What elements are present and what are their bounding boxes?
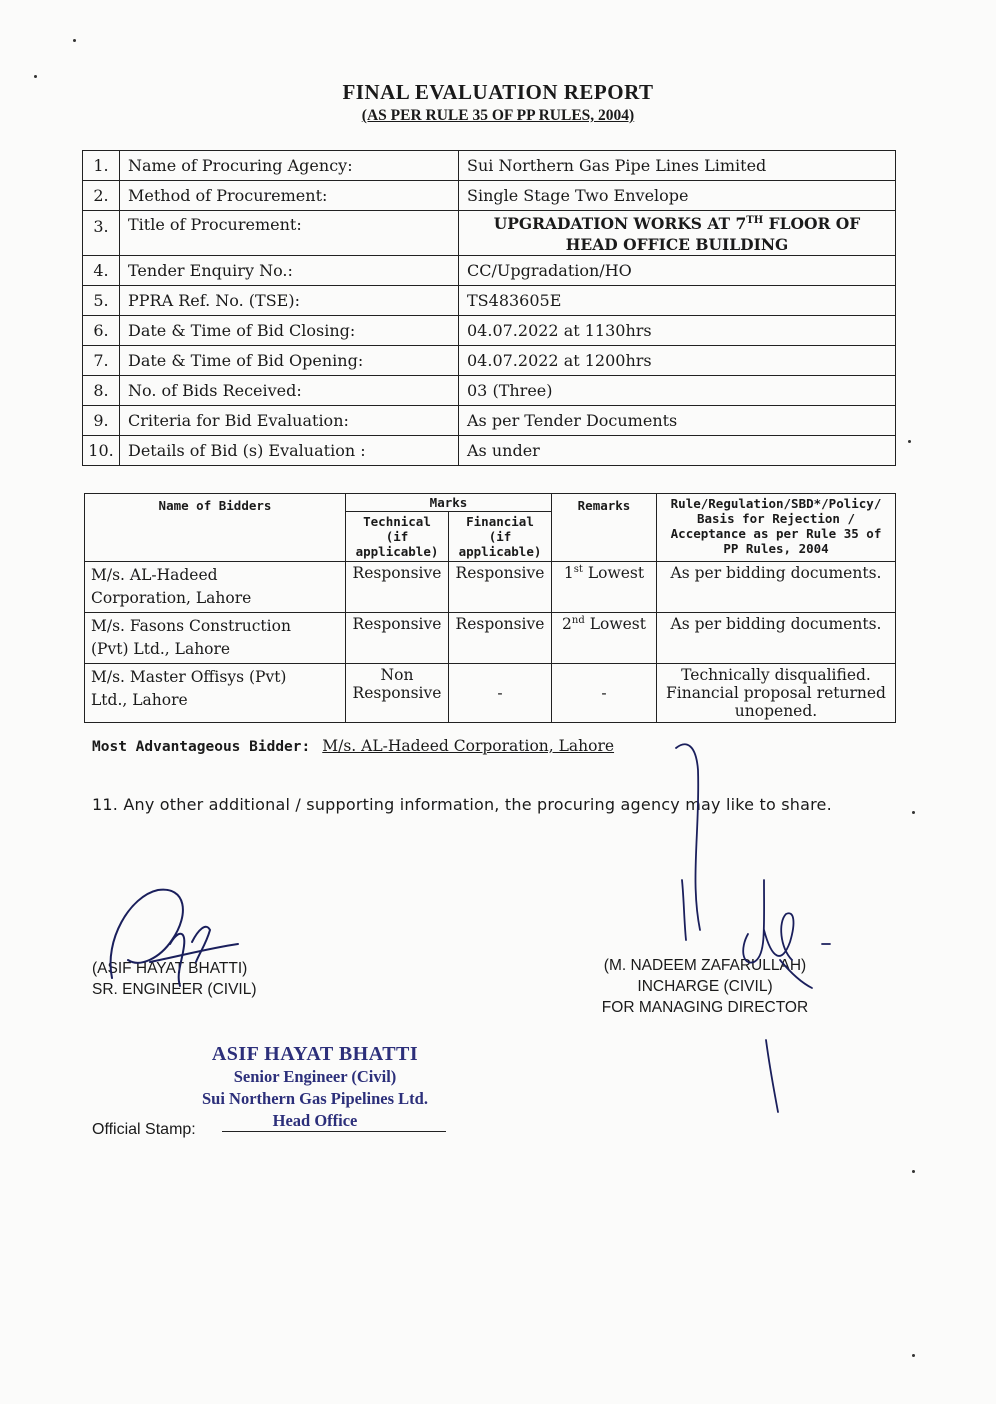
technical-status: Non Responsive xyxy=(346,664,449,723)
row-number: 9. xyxy=(83,406,120,436)
row-value: CC/Upgradation/HO xyxy=(459,256,896,286)
table-row xyxy=(85,664,896,723)
scan-speck xyxy=(73,39,76,42)
row-value: Single Stage Two Envelope xyxy=(459,181,896,211)
column-header-bidders: Name of Bidders xyxy=(85,494,346,562)
row-label: Details of Bid (s) Evaluation : xyxy=(120,436,459,466)
row-label: Name of Procuring Agency: xyxy=(120,151,459,181)
bid-evaluation-table xyxy=(84,493,896,723)
row-number: 6. xyxy=(83,316,120,346)
scan-speck xyxy=(34,75,37,78)
row-number: 10. xyxy=(83,436,120,466)
column-header-basis: Rule/Regulation/SBD*/Policy/ Basis for Rejection / Acceptance as per Rule 35 of PP Rules, 2004 xyxy=(657,494,896,562)
stamp-designation: Senior Engineer (Civil) xyxy=(233,1067,397,1086)
stamp-name: ASIF HAYAT BHATTI xyxy=(211,1043,419,1065)
scan-speck xyxy=(908,440,911,443)
evaluation-basis: Technically disqualified. Financial proposal returned unopened. xyxy=(657,664,896,723)
table-row xyxy=(83,211,896,256)
right-signatory xyxy=(560,955,850,1018)
table-row xyxy=(83,406,896,436)
signatory-designation: SR. ENGINEER (CIVIL) xyxy=(92,981,257,998)
table-row xyxy=(83,151,896,181)
remarks: - xyxy=(552,664,657,723)
official-stamp-label: Official Stamp: xyxy=(92,1121,196,1138)
signatory-name: (ASIF HAYAT BHATTI) xyxy=(92,960,248,977)
scan-speck xyxy=(912,1170,915,1173)
procurement-title-value xyxy=(459,211,896,256)
row-value: 04.07.2022 at 1200hrs xyxy=(459,346,896,376)
remarks: 1st Lowest xyxy=(552,562,657,613)
row-number: 3. xyxy=(83,211,120,256)
scan-speck xyxy=(912,1354,915,1357)
table-row xyxy=(83,436,896,466)
row-number: 2. xyxy=(83,181,120,211)
row-value: As per Tender Documents xyxy=(459,406,896,436)
procurement-details-table xyxy=(82,150,896,466)
signatory-name: (M. NADEEM ZAFARULLAH) xyxy=(603,957,807,974)
column-header-financial: Financial (if applicable) xyxy=(449,512,552,562)
table-header-row xyxy=(85,494,896,512)
most-advantageous-value: M/s. AL-Hadeed Corporation, Lahore xyxy=(322,737,615,755)
column-header-technical: Technical (if applicable) xyxy=(346,512,449,562)
row-number: 4. xyxy=(83,256,120,286)
table-row xyxy=(83,256,896,286)
row-label: Date & Time of Bid Opening: xyxy=(120,346,459,376)
signatory-designation: INCHARGE (CIVIL) xyxy=(637,978,773,995)
stamp-office: Head Office xyxy=(272,1111,358,1130)
procurement-title-line2: HEAD OFFICE BUILDING xyxy=(565,234,789,254)
stamp-company: Sui Northern Gas Pipelines Ltd. xyxy=(202,1089,428,1108)
additional-info: 11. Any other additional / supporting information, the procuring agency may like to share. xyxy=(92,795,832,814)
most-advantageous-bidder xyxy=(92,737,614,755)
row-label: PPRA Ref. No. (TSE): xyxy=(120,286,459,316)
table-row xyxy=(83,346,896,376)
column-header-marks: Marks xyxy=(346,494,552,512)
row-label: Criteria for Bid Evaluation: xyxy=(120,406,459,436)
technical-status: Responsive xyxy=(346,562,449,613)
bidder-name: M/s. AL-Hadeed Corporation, Lahore xyxy=(85,562,346,613)
report-title: FINAL EVALUATION REPORT xyxy=(342,80,654,104)
technical-status: Responsive xyxy=(346,613,449,664)
financial-status: - xyxy=(449,664,552,723)
row-number: 8. xyxy=(83,376,120,406)
column-header-remarks: Remarks xyxy=(552,494,657,562)
row-number: 7. xyxy=(83,346,120,376)
row-value: 04.07.2022 at 1130hrs xyxy=(459,316,896,346)
table-row xyxy=(85,562,896,613)
table-row xyxy=(83,286,896,316)
row-number: 5. xyxy=(83,286,120,316)
report-subtitle: (AS PER RULE 35 OF PP RULES, 2004) xyxy=(361,107,635,124)
financial-status: Responsive xyxy=(449,562,552,613)
row-number: 1. xyxy=(83,151,120,181)
table-row xyxy=(83,376,896,406)
left-signatory xyxy=(92,958,257,1000)
row-value: As under xyxy=(459,436,896,466)
row-value: TS483605E xyxy=(459,286,896,316)
most-advantageous-label: Most Advantageous Bidder: xyxy=(92,739,311,755)
row-label: Method of Procurement: xyxy=(120,181,459,211)
table-row xyxy=(83,316,896,346)
row-label: Date & Time of Bid Closing: xyxy=(120,316,459,346)
financial-status: Responsive xyxy=(449,613,552,664)
scan-speck xyxy=(912,811,915,814)
table-row xyxy=(83,181,896,211)
bidder-name: M/s. Fasons Construction (Pvt) Ltd., Lahore xyxy=(85,613,346,664)
row-label: Title of Procurement: xyxy=(120,211,459,256)
row-value: 03 (Three) xyxy=(459,376,896,406)
row-value: Sui Northern Gas Pipe Lines Limited xyxy=(459,151,896,181)
evaluation-basis: As per bidding documents. xyxy=(657,613,896,664)
procurement-title-line1: UPGRADATION WORKS AT 7TH FLOOR OF xyxy=(493,214,861,234)
row-label: Tender Enquiry No.: xyxy=(120,256,459,286)
official-stamp xyxy=(160,1043,470,1132)
bidder-name: M/s. Master Offisys (Pvt) Ltd., Lahore xyxy=(85,664,346,723)
remarks: 2nd Lowest xyxy=(552,613,657,664)
table-row xyxy=(85,613,896,664)
signatory-on-behalf: FOR MANAGING DIRECTOR xyxy=(601,999,809,1016)
row-label: No. of Bids Received: xyxy=(120,376,459,406)
stamp-underline xyxy=(222,1131,446,1132)
evaluation-basis: As per bidding documents. xyxy=(657,562,896,613)
